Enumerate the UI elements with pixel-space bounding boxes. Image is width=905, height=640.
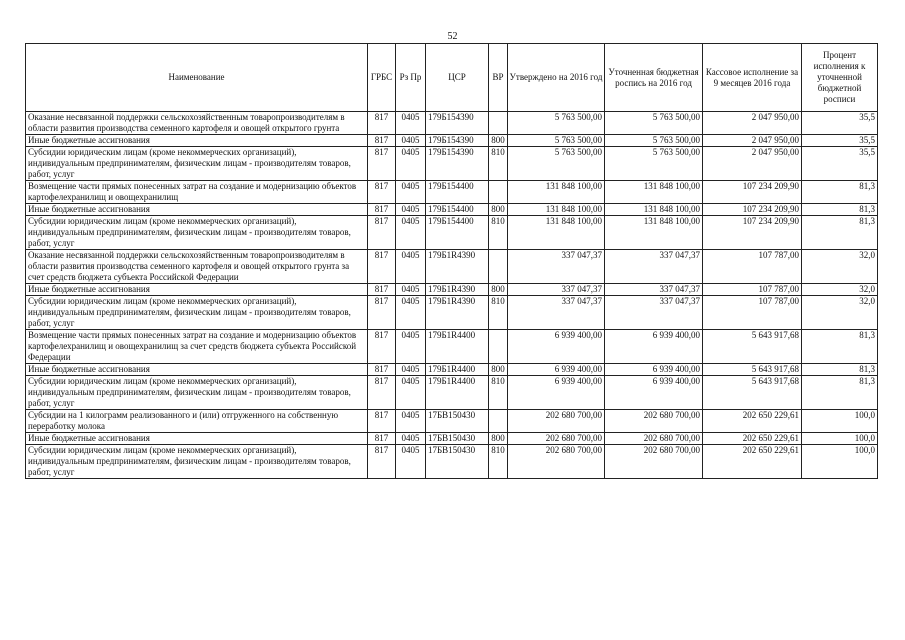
row-vr-cell — [489, 181, 508, 204]
row-vr-cell: 810 — [489, 445, 508, 479]
row-percent-cell: 81,3 — [802, 181, 878, 204]
table-row — [26, 376, 878, 410]
table-body — [26, 112, 878, 479]
header-grbs: ГРБС — [368, 44, 396, 112]
row-executed-cell: 107 234 209,90 — [703, 216, 802, 250]
row-grbs-cell: 817 — [368, 112, 396, 135]
row-percent-cell: 35,5 — [802, 112, 878, 135]
row-grbs-cell: 817 — [368, 250, 396, 284]
row-name-cell: Оказание несвязанной поддержки сельскохозяйственным товаропроизводителям в области развития производства семенного картофеля и овощей открытого грунта за счет средств бюджета субъекта Российской Федерации — [26, 250, 368, 284]
row-approved-cell: 337 047,37 — [508, 250, 605, 284]
row-executed-cell: 202 650 229,61 — [703, 445, 802, 479]
header-name: Наименование — [26, 44, 368, 112]
table-row — [26, 216, 878, 250]
budget-table — [25, 43, 878, 479]
row-approved-cell: 202 680 700,00 — [508, 433, 605, 445]
row-executed-cell: 2 047 950,00 — [703, 147, 802, 181]
row-executed-cell: 202 650 229,61 — [703, 433, 802, 445]
row-rzpr-cell: 0405 — [396, 135, 426, 147]
table-row — [26, 250, 878, 284]
row-name-cell: Субсидии на 1 килограмм реализованного и (или) отгруженного на собственную переработку молока — [26, 410, 368, 433]
row-vr-cell: 810 — [489, 216, 508, 250]
row-grbs-cell: 817 — [368, 147, 396, 181]
row-name-cell: Иные бюджетные ассигнования — [26, 204, 368, 216]
row-refined-cell: 6 939 400,00 — [605, 376, 703, 410]
row-vr-cell — [489, 112, 508, 135]
row-csr-cell: 17БВ150430 — [426, 433, 489, 445]
row-grbs-cell: 817 — [368, 410, 396, 433]
row-executed-cell: 202 650 229,61 — [703, 410, 802, 433]
row-approved-cell: 202 680 700,00 — [508, 445, 605, 479]
row-refined-cell: 131 848 100,00 — [605, 216, 703, 250]
row-approved-cell: 5 763 500,00 — [508, 135, 605, 147]
row-percent-cell: 81,3 — [802, 216, 878, 250]
row-rzpr-cell: 0405 — [396, 204, 426, 216]
row-refined-cell: 337 047,37 — [605, 250, 703, 284]
row-rzpr-cell: 0405 — [396, 445, 426, 479]
page-number: 52 — [447, 31, 458, 42]
row-rzpr-cell: 0405 — [396, 147, 426, 181]
row-grbs-cell: 817 — [368, 376, 396, 410]
row-percent-cell: 81,3 — [802, 204, 878, 216]
row-grbs-cell: 817 — [368, 445, 396, 479]
row-approved-cell: 337 047,37 — [508, 296, 605, 330]
row-refined-cell: 202 680 700,00 — [605, 410, 703, 433]
row-name-cell: Иные бюджетные ассигнования — [26, 284, 368, 296]
row-name-cell: Субсидии юридическим лицам (кроме некоммерческих организаций), индивидуальным предпринимателям, физическим лицам - производителям товаров, работ, услуг — [26, 147, 368, 181]
table-row — [26, 284, 878, 296]
row-percent-cell: 35,5 — [802, 135, 878, 147]
row-grbs-cell: 817 — [368, 135, 396, 147]
row-approved-cell: 6 939 400,00 — [508, 376, 605, 410]
row-refined-cell: 337 047,37 — [605, 284, 703, 296]
row-executed-cell: 5 643 917,68 — [703, 330, 802, 364]
row-name-cell: Субсидии юридическим лицам (кроме некоммерческих организаций), индивидуальным предпринимателям, физическим лицам - производителям товаров, работ, услуг — [26, 216, 368, 250]
row-csr-cell: 179Б154390 — [426, 147, 489, 181]
header-percent: Процент исполнения к уточненной бюджетной росписи — [802, 44, 878, 112]
table-row — [26, 135, 878, 147]
row-csr-cell: 179Б1R4400 — [426, 330, 489, 364]
row-percent-cell: 81,3 — [802, 376, 878, 410]
row-csr-cell: 179Б154400 — [426, 181, 489, 204]
row-vr-cell: 800 — [489, 284, 508, 296]
row-csr-cell: 179Б154390 — [426, 135, 489, 147]
row-vr-cell: 800 — [489, 135, 508, 147]
header-csr: ЦСР — [426, 44, 489, 112]
row-rzpr-cell: 0405 — [396, 364, 426, 376]
row-executed-cell: 5 643 917,68 — [703, 364, 802, 376]
table-row — [26, 410, 878, 433]
row-vr-cell: 810 — [489, 376, 508, 410]
table-row — [26, 204, 878, 216]
header-refined: Уточненная бюджетная роспись на 2016 год — [605, 44, 703, 112]
row-executed-cell: 107 787,00 — [703, 250, 802, 284]
row-grbs-cell: 817 — [368, 216, 396, 250]
row-vr-cell: 810 — [489, 296, 508, 330]
row-refined-cell: 131 848 100,00 — [605, 204, 703, 216]
row-approved-cell: 131 848 100,00 — [508, 204, 605, 216]
row-refined-cell: 6 939 400,00 — [605, 364, 703, 376]
row-percent-cell: 81,3 — [802, 330, 878, 364]
row-csr-cell: 179Б1R4390 — [426, 284, 489, 296]
row-csr-cell: 179Б1R4390 — [426, 250, 489, 284]
row-csr-cell: 179Б1R4390 — [426, 296, 489, 330]
row-refined-cell: 5 763 500,00 — [605, 135, 703, 147]
row-name-cell: Иные бюджетные ассигнования — [26, 135, 368, 147]
row-rzpr-cell: 0405 — [396, 433, 426, 445]
row-approved-cell: 202 680 700,00 — [508, 410, 605, 433]
row-rzpr-cell: 0405 — [396, 330, 426, 364]
row-percent-cell: 32,0 — [802, 296, 878, 330]
row-refined-cell: 6 939 400,00 — [605, 330, 703, 364]
row-refined-cell: 202 680 700,00 — [605, 445, 703, 479]
row-approved-cell: 6 939 400,00 — [508, 330, 605, 364]
row-csr-cell: 179Б154400 — [426, 216, 489, 250]
row-vr-cell — [489, 410, 508, 433]
row-csr-cell: 179Б154390 — [426, 112, 489, 135]
table-row — [26, 433, 878, 445]
row-csr-cell: 179Б1R4400 — [426, 364, 489, 376]
table-row — [26, 445, 878, 479]
table-row — [26, 181, 878, 204]
table-row — [26, 364, 878, 376]
row-executed-cell: 107 787,00 — [703, 284, 802, 296]
row-grbs-cell: 817 — [368, 330, 396, 364]
row-percent-cell: 35,5 — [802, 147, 878, 181]
row-name-cell: Субсидии юридическим лицам (кроме некоммерческих организаций), индивидуальным предпринимателям, физическим лицам - производителям товаров, работ, услуг — [26, 376, 368, 410]
row-name-cell: Иные бюджетные ассигнования — [26, 364, 368, 376]
row-rzpr-cell: 0405 — [396, 284, 426, 296]
row-approved-cell: 5 763 500,00 — [508, 112, 605, 135]
row-percent-cell: 32,0 — [802, 284, 878, 296]
row-approved-cell: 6 939 400,00 — [508, 364, 605, 376]
row-grbs-cell: 817 — [368, 433, 396, 445]
row-vr-cell: 800 — [489, 204, 508, 216]
row-name-cell: Возмещение части прямых понесенных затрат на создание и модернизацию объектов картофелехранилищ и овощехранилищ за счет средств бюджета субъекта Российской Федерации — [26, 330, 368, 364]
header-rzpr: Рз Пр — [396, 44, 426, 112]
header-approved: Утверждено на 2016 год — [508, 44, 605, 112]
row-name-cell: Возмещение части прямых понесенных затрат на создание и модернизацию объектов картофелехранилищ и овощехранилищ — [26, 181, 368, 204]
row-executed-cell: 107 787,00 — [703, 296, 802, 330]
header-executed: Кассовое исполнение за 9 месяцев 2016 года — [703, 44, 802, 112]
row-percent-cell: 100,0 — [802, 433, 878, 445]
row-refined-cell: 202 680 700,00 — [605, 433, 703, 445]
row-approved-cell: 131 848 100,00 — [508, 216, 605, 250]
row-grbs-cell: 817 — [368, 364, 396, 376]
row-name-cell: Субсидии юридическим лицам (кроме некоммерческих организаций), индивидуальным предпринимателям, физическим лицам - производителям товаров, работ, услуг — [26, 445, 368, 479]
table-row — [26, 147, 878, 181]
row-name-cell: Оказание несвязанной поддержки сельскохозяйственным товаропроизводителям в области развития производства семенного картофеля и овощей открытого грунта — [26, 112, 368, 135]
row-executed-cell: 107 234 209,90 — [703, 181, 802, 204]
row-percent-cell: 81,3 — [802, 364, 878, 376]
table-row — [26, 112, 878, 135]
table-row — [26, 330, 878, 364]
row-approved-cell: 131 848 100,00 — [508, 181, 605, 204]
row-rzpr-cell: 0405 — [396, 296, 426, 330]
row-percent-cell: 100,0 — [802, 410, 878, 433]
table-row — [26, 296, 878, 330]
row-rzpr-cell: 0405 — [396, 250, 426, 284]
header-vr: ВР — [489, 44, 508, 112]
row-grbs-cell: 817 — [368, 296, 396, 330]
row-csr-cell: 179Б1R4400 — [426, 376, 489, 410]
row-refined-cell: 131 848 100,00 — [605, 181, 703, 204]
row-csr-cell: 179Б154400 — [426, 204, 489, 216]
row-grbs-cell: 817 — [368, 181, 396, 204]
row-approved-cell: 5 763 500,00 — [508, 147, 605, 181]
row-refined-cell: 5 763 500,00 — [605, 112, 703, 135]
row-vr-cell: 810 — [489, 147, 508, 181]
row-grbs-cell: 817 — [368, 204, 396, 216]
row-vr-cell: 800 — [489, 364, 508, 376]
row-executed-cell: 107 234 209,90 — [703, 204, 802, 216]
row-rzpr-cell: 0405 — [396, 181, 426, 204]
row-rzpr-cell: 0405 — [396, 112, 426, 135]
row-vr-cell — [489, 250, 508, 284]
row-vr-cell: 800 — [489, 433, 508, 445]
row-refined-cell: 5 763 500,00 — [605, 147, 703, 181]
row-vr-cell — [489, 330, 508, 364]
row-grbs-cell: 817 — [368, 284, 396, 296]
row-rzpr-cell: 0405 — [396, 216, 426, 250]
row-approved-cell: 337 047,37 — [508, 284, 605, 296]
table-header-row — [26, 44, 878, 112]
row-csr-cell: 17БВ150430 — [426, 410, 489, 433]
row-csr-cell: 17БВ150430 — [426, 445, 489, 479]
row-percent-cell: 32,0 — [802, 250, 878, 284]
row-executed-cell: 5 643 917,68 — [703, 376, 802, 410]
row-refined-cell: 337 047,37 — [605, 296, 703, 330]
row-name-cell: Иные бюджетные ассигнования — [26, 433, 368, 445]
row-rzpr-cell: 0405 — [396, 376, 426, 410]
row-percent-cell: 100,0 — [802, 445, 878, 479]
row-executed-cell: 2 047 950,00 — [703, 112, 802, 135]
row-rzpr-cell: 0405 — [396, 410, 426, 433]
row-name-cell: Субсидии юридическим лицам (кроме некоммерческих организаций), индивидуальным предпринимателям, физическим лицам - производителям товаров, работ, услуг — [26, 296, 368, 330]
row-executed-cell: 2 047 950,00 — [703, 135, 802, 147]
